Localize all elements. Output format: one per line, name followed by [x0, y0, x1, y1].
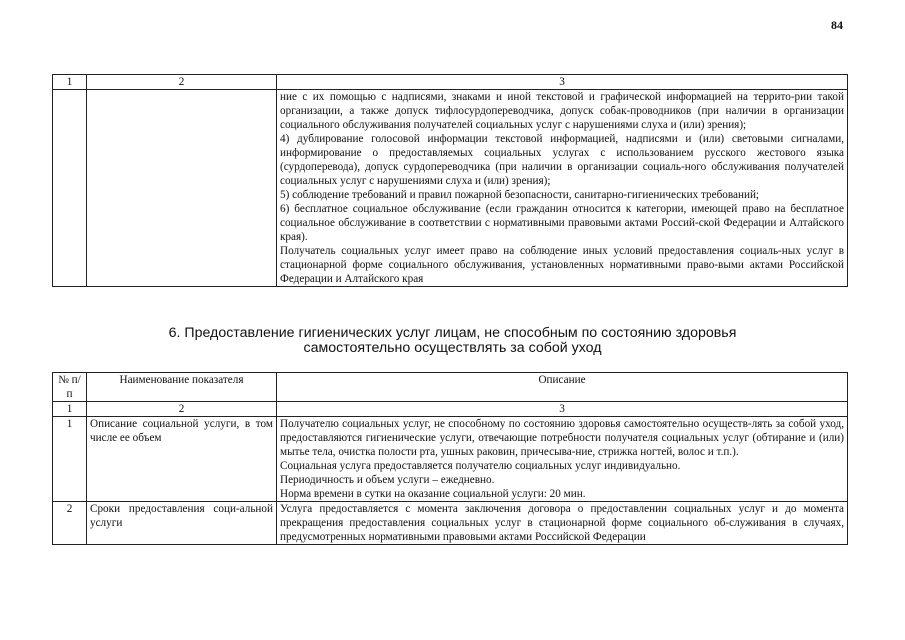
header-description: Описание: [277, 373, 848, 402]
table-row: [53, 90, 848, 287]
row-description: [277, 417, 848, 502]
row-number: 1: [53, 417, 87, 502]
description-paragraph: 5) соблюдение требований и правил пожарной безопасности, санитарно-гигиенических требований;: [280, 189, 760, 201]
table-row: [53, 417, 848, 502]
header-row: [53, 373, 848, 402]
column-number-row: [53, 75, 848, 90]
name-cell: [87, 90, 277, 287]
section-title: [0, 326, 905, 356]
description-paragraph: Социальная услуга предоставляется получателю социальных услуг индивидуально.: [280, 460, 681, 472]
column-number-row: [53, 402, 848, 417]
continued-table: [52, 74, 848, 287]
number-cell: [53, 90, 87, 287]
description-paragraph: 6) бесплатное социальное обслуживание (если гражданин относится к категории, имеющей право на бесплатное социальное обслуживание в соответствии с нормативными правовыми актами Россий-ской Федерации и Алтайского края).: [280, 203, 844, 243]
row-description: [277, 502, 848, 545]
row-name: Сроки предоставления соци-альной услуги: [87, 502, 277, 545]
header-number: № п/п: [53, 373, 87, 402]
description-paragraph: Получатель социальных услуг имеет право на соблюдение иных условий предоставления социаль-ных услуг в стационарной форме социального обслуживания, установленных нормативными право-выми актами Российской Федерации и Алтайского края: [280, 245, 844, 285]
description-paragraph: ние с их помощью с надписями, знаками и иной текстовой и графической информацией на террито-рии такой организации, а также допуск тифлосурдопереводчика, допуск собак-проводников (при наличии в организации социального обслуживания получателей социальных услуг с нарушениями слуха и (или) зрения);: [280, 91, 844, 131]
row-number: 2: [53, 502, 87, 545]
column-number: 3: [277, 75, 848, 90]
description-paragraph: Получателю социальных услуг, не способному по состоянию здоровья самостоятельно осуществ-лять за собой уход, предоставляются гигиенические услуги, отвечающие потребности получателя социальных услуг (обтирание и (или) мытье тела, очистка полости рта, ушных раковин, причесыва-ние, стрижка ногтей, волос и т.п.).: [280, 418, 844, 458]
column-number: 1: [53, 75, 87, 90]
description-paragraph: Услуга предоставляется с момента заключения договора о предоставлении социальных услуг и до момента прекращения предоставления социальных услуг в стационарной форме социального об-служивания в случаях, предусмотренных нормативными правовыми актами Российской Федерации: [280, 503, 844, 543]
page-number: 84: [831, 18, 843, 32]
description-cell: [277, 90, 848, 287]
column-number: 3: [277, 402, 848, 417]
header-name: Наименование показателя: [87, 373, 277, 402]
column-number: 1: [53, 402, 87, 417]
service-table: [52, 372, 848, 545]
column-number: 2: [87, 402, 277, 417]
description-paragraph: Периодичность и объем услуги – ежедневно.: [280, 474, 495, 486]
column-number: 2: [87, 75, 277, 90]
description-paragraph: 4) дублирование голосовой информации текстовой информацией, надписями и (или) световыми сигналами, информирование о предоставляемых социальных услугах с использованием русского жестового языка (сурдоперевода), допуск сурдопереводчика (при наличии в организации социаль-ного обслуживания получателей социальных услуг с нарушениями слуха и (или) зрения);: [280, 133, 844, 187]
section-title-line: самостоятельно осуществлять за собой уход: [303, 340, 602, 356]
row-name: Описание социальной услуги, в том числе ее объем: [87, 417, 277, 502]
table-row: [53, 502, 848, 545]
description-paragraph: Норма времени в сутки на оказание социальной услуги: 20 мин.: [280, 488, 586, 500]
section-title-line: 6. Предоставление гигиенических услуг лицам, не способным по состоянию здоровья: [168, 325, 737, 341]
